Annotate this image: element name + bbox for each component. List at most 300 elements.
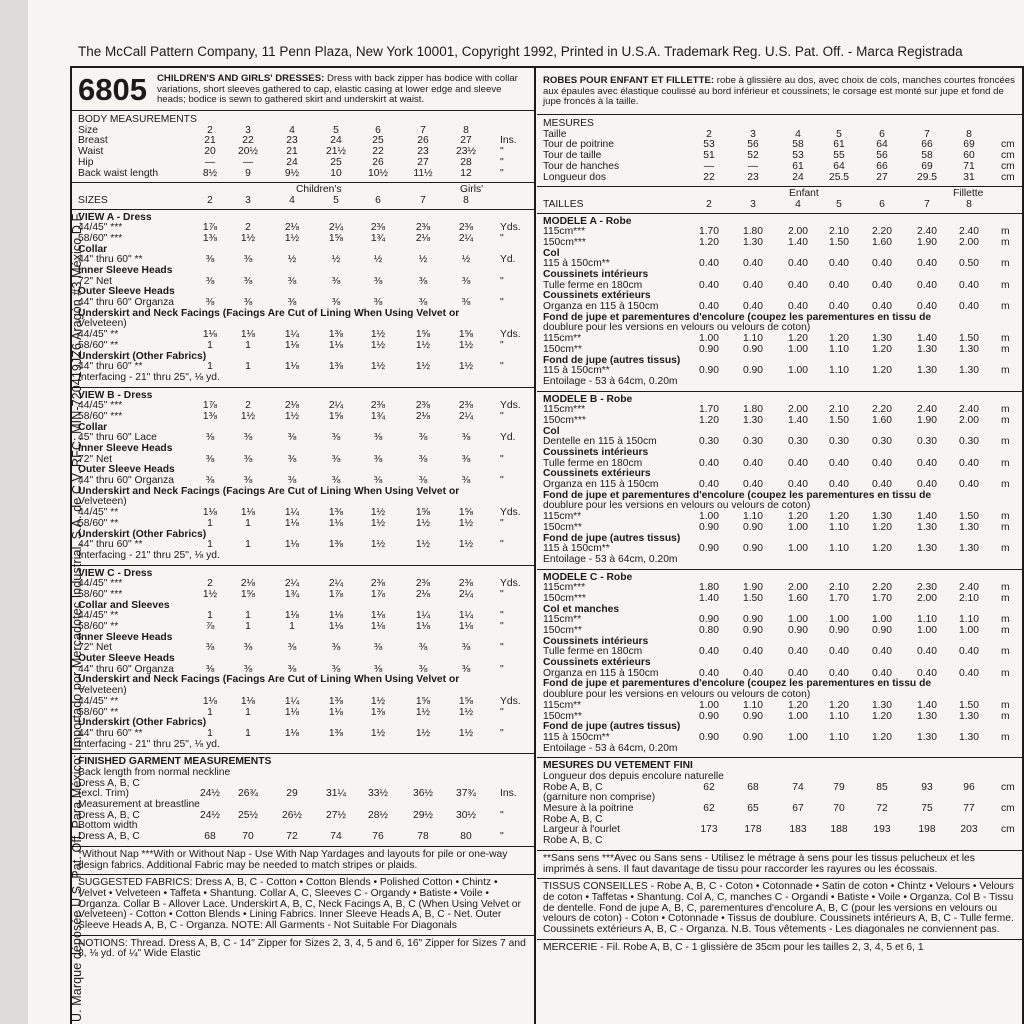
row-label: 150cm** (543, 521, 582, 533)
table-row (78, 245, 528, 256)
table-cell: 1.10 (742, 333, 764, 345)
table-cell: 0.90 (742, 543, 764, 555)
table-cell: 28½ (367, 809, 389, 821)
table-cell: ⅜ (418, 275, 428, 287)
table-cell: ⅜ (287, 642, 297, 654)
table-cell: 1⅝ (415, 507, 431, 519)
table-cell: 1⅛ (202, 695, 218, 707)
childrens-label: Children's (296, 184, 342, 196)
unit-label: cm (1001, 150, 1015, 162)
row-label: Underskirt (Other Fabrics) (78, 350, 207, 362)
table-cell: 1.00 (958, 625, 980, 637)
row-label: Velveteen) (78, 496, 127, 508)
unit-label: " (500, 588, 504, 600)
view-title: VIEW C - Dress (78, 567, 153, 579)
row-label: 115 à 150cm** (543, 258, 610, 270)
row-label: Interfacing - 21" thru 25", ⅛ yd. (78, 371, 220, 383)
table-cell: 1⅛ (240, 329, 256, 341)
unit-label: " (500, 167, 504, 179)
table-cell: 26¾ (237, 788, 259, 800)
table-cell: 23½ (455, 146, 477, 158)
table-cell: 20½ (237, 146, 259, 158)
unit-label: " (500, 232, 504, 244)
table-cell: 56 (747, 139, 759, 151)
table-row (78, 444, 528, 455)
table-cell: 1.10 (828, 521, 850, 533)
row-label: Entoilage - 53 à 64cm, 0.20m (543, 742, 678, 754)
unit-label: m (1001, 521, 1010, 533)
modele-title: MODELE C - Robe (543, 571, 633, 583)
table-cell: 6 (375, 124, 381, 136)
row-label: Inner Sleeve Heads (78, 631, 173, 643)
row-label: Hip (78, 156, 94, 168)
table-cell: 1⅝ (328, 410, 344, 422)
table-cell: 0.40 (742, 667, 764, 679)
table-cell: 22 (242, 135, 254, 147)
row-label: Fond de jupe et parementures d'encolure (coupez les parementures en tissu de (543, 489, 932, 501)
table-cell: 70 (833, 803, 845, 815)
row-label: 44" thru 60" Organza (78, 663, 175, 675)
row-label: Coussinets extérieurs (543, 468, 651, 480)
row-label: Coussinets intérieurs (543, 635, 649, 647)
fini-title: MESURES DU VETEMENT FINI (543, 760, 693, 772)
table-cell: 1¾ (284, 588, 300, 600)
table-cell: 20 (204, 146, 216, 158)
table-cell: 1⅛ (284, 727, 300, 739)
table-row (543, 772, 1016, 783)
table-cell: 1.00 (787, 521, 809, 533)
row-label: 115cm*** (543, 404, 586, 416)
table-cell: 93 (921, 781, 933, 793)
table-cell: 1.70 (698, 404, 720, 416)
row-label: Organza en 115 à 150cm (543, 301, 659, 313)
table-cell: 52 (747, 150, 759, 162)
modeles-metrage (537, 214, 1022, 759)
table-cell: 8 (966, 128, 972, 140)
english-intro (72, 68, 534, 111)
table-cell: 0.40 (742, 457, 764, 469)
table-row (543, 173, 1016, 184)
unit-label: " (500, 361, 504, 373)
table-cell: 1⅛ (240, 507, 256, 519)
table-cell: ½ (331, 254, 341, 266)
table-cell: 2.00 (958, 236, 980, 248)
table-cell: 1.00 (871, 614, 893, 626)
table-cell: 1½ (458, 361, 474, 373)
row-label: Largeur à l'ourlet (543, 824, 620, 836)
table-cell: 24 (792, 171, 804, 183)
table-cell: 0.90 (698, 521, 720, 533)
size-cell: 4 (289, 194, 295, 206)
table-cell: ⅜ (331, 642, 341, 654)
table-cell: ⅜ (205, 297, 215, 309)
table-cell: 0.40 (916, 457, 938, 469)
table-cell: 1.80 (742, 404, 764, 416)
table-cell: 1½ (284, 410, 300, 422)
table-cell: 0.80 (698, 625, 720, 637)
table-cell: 1¼ (458, 610, 474, 622)
table-cell: 66 (876, 160, 888, 172)
table-cell: ⅜ (373, 432, 383, 444)
table-cell: 0.40 (958, 479, 980, 491)
sizes-label: TAILLES (543, 198, 584, 210)
table-cell: ⅜ (205, 475, 215, 487)
table-cell: 1.20 (871, 521, 893, 533)
row-label: Coussinets intérieurs (543, 447, 649, 459)
table-cell: 24 (286, 156, 298, 168)
table-cell: 1 (207, 727, 213, 739)
table-cell: 1⅛ (328, 339, 344, 351)
table-cell: 1.10 (958, 614, 980, 626)
table-cell: 8 (463, 124, 469, 136)
table-cell: 9½ (284, 167, 300, 179)
table-cell: 0.30 (698, 436, 720, 448)
table-cell: ⅜ (373, 297, 383, 309)
table-cell: 0.40 (698, 667, 720, 679)
table-cell: 1⅛ (328, 610, 344, 622)
table-cell: 1.30 (916, 521, 938, 533)
row-label: Outer Sleeve Heads (78, 464, 175, 476)
table-cell: 1½ (202, 588, 218, 600)
table-cell: 0.40 (742, 301, 764, 313)
table-row (78, 519, 528, 530)
table-cell: 1.00 (787, 343, 809, 355)
table-cell: 1⅝ (415, 695, 431, 707)
row-label: doublure pour les versions en velours ou velours de coton) (543, 322, 811, 334)
table-cell: 10½ (367, 167, 389, 179)
table-cell: 1⅛ (328, 517, 344, 529)
table-cell: 26 (417, 135, 429, 147)
french-description: robe à glissière au dos, avec choix de cols, manches courtes froncées aux épaules avec élastique coulissé au bord inférieur et coussinets; le corsage est monté sur jupe et fond de jupe froncés à la taille. (543, 75, 1015, 108)
row-label: 72" Net (78, 275, 112, 287)
table-cell: 0.40 (871, 301, 893, 313)
table-row (78, 169, 528, 180)
unit-label: m (1001, 646, 1010, 658)
table-cell: 0.90 (698, 731, 720, 743)
table-cell: 25 (330, 156, 342, 168)
row-label: Underskirt and Neck Facings (Facings Are Cut of Lining When Using Velvet or (78, 674, 460, 686)
table-cell: 0.40 (958, 667, 980, 679)
table-cell: 0.40 (828, 479, 850, 491)
row-label: 44/45" ** (78, 329, 119, 341)
table-cell: ⅜ (461, 297, 471, 309)
table-row (543, 227, 1016, 238)
table-cell: ⅜ (418, 475, 428, 487)
table-cell: 1⅝ (458, 507, 474, 519)
notions: NOTIONS: Thread. Dress A, B, C - 14" Zipper for Sizes 2, 3, 4, 5 and 6, 16" Zipper for Sizes 7 and 8, ⅛ yd. of ¼" Wide Elastic (78, 937, 526, 960)
table-cell: 1½ (370, 695, 386, 707)
table-row (543, 162, 1016, 173)
table-cell: 1 (245, 361, 251, 373)
modele-title: MODELE B - Robe (543, 393, 633, 405)
table-cell: 1⅜ (202, 410, 218, 422)
table-cell: 0.90 (742, 343, 764, 355)
table-cell: 1 (207, 517, 213, 529)
unit-label: m (1001, 301, 1010, 313)
table-cell: 1⅛ (370, 610, 386, 622)
table-row (78, 697, 528, 708)
row-label: Organza en 115 à 150cm (543, 479, 659, 491)
table-cell: 1⅛ (202, 507, 218, 519)
table-cell: 1⅜ (328, 539, 344, 551)
row-label: 150cm** (543, 625, 582, 637)
table-cell: 1.30 (958, 521, 980, 533)
table-cell: 1.20 (787, 511, 809, 523)
unit-label: Ins. (500, 135, 517, 147)
table-cell: 0.40 (916, 479, 938, 491)
unit-label: cm (1001, 160, 1015, 172)
table-cell: 0.40 (958, 301, 980, 313)
table-cell: 24 (330, 135, 342, 147)
table-cell: 23 (286, 135, 298, 147)
table-cell: 0.40 (787, 457, 809, 469)
row-label: Underskirt and Neck Facings (Facings Are Cut of Lining When Using Velvet or (78, 307, 460, 319)
size-header-row (543, 200, 1016, 211)
table-cell: 1⅛ (240, 695, 256, 707)
table-cell: 1⅞ (328, 588, 344, 600)
unit-label: Yds. (500, 222, 521, 234)
table-cell: 1.20 (828, 511, 850, 523)
table-cell: 1⅜ (202, 232, 218, 244)
row-label: Underskirt (Other Fabrics) (78, 717, 207, 729)
unit-label: m (1001, 543, 1010, 555)
table-cell: 1.90 (742, 582, 764, 594)
pattern-envelope-page (28, 0, 1024, 1024)
table-cell: ⅜ (205, 663, 215, 675)
table-cell: 0.40 (916, 646, 938, 658)
row-label: Inner Sleeve Heads (78, 265, 173, 277)
table-cell: — (747, 160, 759, 172)
row-label: Inner Sleeve Heads (78, 443, 173, 455)
table-cell: 2⅛ (284, 400, 300, 412)
row-label: Waist (78, 146, 104, 158)
table-cell: 1 (245, 517, 251, 529)
table-cell: 1⅛ (328, 706, 344, 718)
table-cell: 1 (207, 706, 213, 718)
table-row (543, 523, 1016, 534)
unit-label: m (1001, 625, 1010, 637)
view-title: VIEW A - Dress (78, 211, 152, 223)
table-cell: ⅜ (205, 275, 215, 287)
table-cell: ⅜ (205, 254, 215, 266)
size-header-row (78, 196, 528, 207)
table-row (543, 140, 1016, 151)
table-cell: 178 (744, 824, 762, 836)
table-cell: 2 (706, 128, 712, 140)
unit-label: " (500, 539, 504, 551)
table-cell: 0.90 (742, 521, 764, 533)
row-label: doublure pour les versions en velours ou velours de coton) (543, 689, 811, 701)
table-cell: 33½ (367, 788, 389, 800)
table-cell: 0.30 (742, 436, 764, 448)
table-cell: 55 (833, 150, 845, 162)
table-cell: 1.30 (958, 710, 980, 722)
unit-label: cm (1001, 781, 1015, 793)
table-cell: 0.40 (698, 457, 720, 469)
table-cell: 1.00 (828, 614, 850, 626)
table-cell: 1 (207, 361, 213, 373)
table-cell: ⅜ (243, 297, 253, 309)
row-label: Coussinets extérieurs (543, 657, 651, 669)
table-cell: 1⅛ (284, 539, 300, 551)
table-cell: 1⅛ (458, 621, 474, 633)
table-cell: 2.40 (958, 582, 980, 594)
row-label: Fond de jupe et parementures d'encolure (coupez les parementures en tissu de (543, 311, 932, 323)
table-cell: 1.30 (916, 710, 938, 722)
table-row (543, 744, 1016, 755)
body-measurements-rows (78, 126, 528, 179)
modele-title: MODELE A - Robe (543, 215, 632, 227)
row-label: 58/60" *** (78, 410, 123, 422)
table-cell: 0.40 (916, 279, 938, 291)
table-row (543, 356, 1016, 367)
table-row (543, 405, 1016, 416)
table-cell: ⅜ (287, 432, 297, 444)
table-cell: 0.40 (958, 646, 980, 658)
table-cell: 60 (963, 150, 975, 162)
table-cell: 31 (963, 171, 975, 183)
table-cell: 2⅛ (240, 578, 256, 590)
table-cell: 53 (703, 139, 715, 151)
table-cell: 2⅜ (458, 222, 474, 234)
table-cell: 79 (833, 781, 845, 793)
row-label: 115cm** (543, 614, 582, 626)
table-cell: 1.00 (787, 731, 809, 743)
table-cell: 31¼ (325, 788, 347, 800)
table-cell: 2⅛ (415, 232, 431, 244)
size-cell: 7 (420, 194, 426, 206)
modele-section (537, 570, 1022, 759)
yardage-chart-frame (70, 66, 1024, 1024)
table-cell: 0.90 (871, 625, 893, 637)
table-cell: 75 (921, 803, 933, 815)
table-cell: 1⅜ (328, 507, 344, 519)
table-cell: ½ (287, 254, 297, 266)
unit-label: m (1001, 436, 1010, 448)
unit-label: cm (1001, 139, 1015, 151)
size-cell: 8 (966, 198, 972, 210)
table-cell: 51 (703, 150, 715, 162)
table-cell: 1⅛ (415, 621, 431, 633)
row-label: Interfacing - 21" thru 25", ⅛ yd. (78, 738, 220, 750)
table-cell: 0.40 (787, 667, 809, 679)
table-row (78, 412, 528, 423)
table-row (543, 615, 1016, 626)
unit-label: " (500, 621, 504, 633)
table-cell: ⅜ (373, 453, 383, 465)
table-row (78, 740, 528, 751)
company-line: The McCall Pattern Company, 11 Penn Plaza, New York 10001, Copyright 1992, Printed in U.S.A. Trademark Reg. U.S. Pat. Off. - Marca Registrada (78, 44, 963, 59)
size-cell: 6 (879, 198, 885, 210)
table-cell: 0.40 (828, 667, 850, 679)
table-cell: 1½ (415, 517, 431, 529)
table-cell: ⅜ (373, 663, 383, 675)
table-cell: 1⅜ (328, 329, 344, 341)
table-row (543, 605, 1016, 616)
row-label: Tour de poitrine (543, 139, 614, 151)
table-cell: ⅜ (243, 432, 253, 444)
table-cell: 1.30 (958, 343, 980, 355)
table-cell: 1½ (415, 339, 431, 351)
table-cell: 1.60 (787, 592, 809, 604)
table-cell: 1.50 (958, 511, 980, 523)
mesures-section (537, 115, 1022, 187)
mesures-title: MESURES (543, 118, 594, 130)
table-cell: 2.10 (958, 592, 980, 604)
table-cell: 0.40 (916, 301, 938, 313)
row-label: 44" thru 60" ** (78, 539, 143, 551)
table-cell: 2¼ (458, 588, 474, 600)
table-cell: 2⅜ (415, 400, 431, 412)
table-cell: 0.40 (787, 258, 809, 270)
table-row (78, 158, 528, 169)
table-row (78, 373, 528, 384)
row-label: Col et manches (543, 603, 620, 615)
table-cell: 2.10 (828, 226, 850, 238)
table-cell: 1.10 (916, 614, 938, 626)
table-row (543, 733, 1016, 744)
column-divider (534, 68, 536, 1024)
modele-section (537, 392, 1022, 570)
table-cell: 0.30 (828, 436, 850, 448)
table-cell: 0.90 (742, 365, 764, 377)
body-measurements-title: BODY MEASUREMENTS (78, 114, 197, 126)
row-label: 115 à 150cm** (543, 543, 610, 555)
table-cell: 72 (876, 803, 888, 815)
table-cell: 1⅛ (284, 610, 300, 622)
table-cell: ⅜ (418, 453, 428, 465)
table-cell: 1.00 (787, 710, 809, 722)
table-cell: 1½ (458, 339, 474, 351)
size-cell: 2 (207, 194, 213, 206)
row-label: Outer Sleeve Heads (78, 286, 175, 298)
row-label: Coussinets extérieurs (543, 290, 651, 302)
unit-label: Yds. (500, 329, 521, 341)
row-label: 115 à 150cm** (543, 365, 610, 377)
row-label: Breast (78, 135, 108, 147)
row-label: 150cm** (543, 710, 582, 722)
unit-label: Yds. (500, 578, 521, 590)
table-cell: 3 (750, 128, 756, 140)
row-label: Velveteen) (78, 318, 127, 330)
table-cell: 0.40 (787, 279, 809, 291)
table-cell: 27 (417, 156, 429, 168)
nap-note: *Without Nap ***With or Without Nap - Use With Nap Yardages and layouts for pile or one-way design fabrics. Additional Fabric may be needed to match stripes or plaids. (72, 847, 534, 875)
table-cell: 173 (700, 824, 718, 836)
unit-label: " (500, 339, 504, 351)
table-cell: 1½ (415, 727, 431, 739)
table-cell: 1½ (370, 517, 386, 529)
table-cell: 0.50 (958, 258, 980, 270)
table-cell: ½ (418, 254, 428, 266)
table-cell: ⅜ (243, 642, 253, 654)
table-cell: 0.90 (698, 543, 720, 555)
table-cell: 1⅛ (202, 329, 218, 341)
table-cell: ⅜ (331, 475, 341, 487)
table-cell: ⅜ (243, 663, 253, 675)
table-cell: 70 (242, 831, 254, 843)
table-cell: 1¼ (284, 695, 300, 707)
table-cell: 1.10 (828, 365, 850, 377)
table-cell: 1⅞ (202, 400, 218, 412)
table-cell: 22 (372, 146, 384, 158)
table-cell: 21 (204, 135, 216, 147)
table-cell: 1.60 (871, 236, 893, 248)
row-label: Collar (78, 243, 108, 255)
table-cell: 2⅛ (284, 222, 300, 234)
table-row (543, 701, 1016, 712)
unit-label: m (1001, 258, 1010, 270)
